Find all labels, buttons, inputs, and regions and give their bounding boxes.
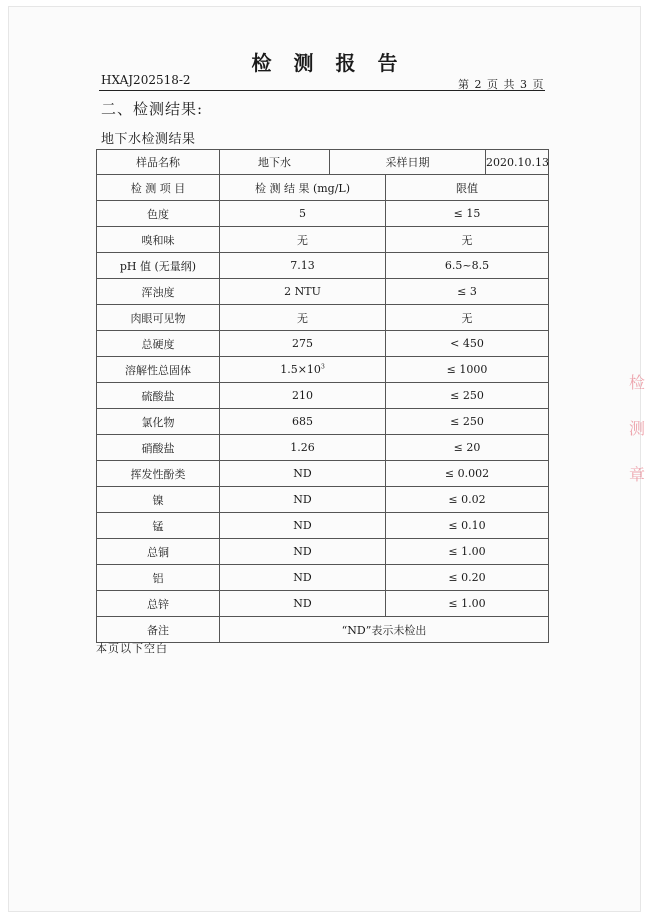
column-header-limit: 限值	[386, 175, 549, 201]
table-row	[97, 279, 549, 305]
table-title: 地下水检测结果	[101, 132, 196, 147]
section-heading: 二、检测结果:	[101, 100, 204, 118]
row-item: 锰	[97, 513, 220, 539]
row-result: 无	[220, 227, 386, 253]
row-limit: ≤ 250	[386, 383, 549, 409]
row-item: 肉眼可见物	[97, 305, 220, 331]
row-limit: ≤ 0.02	[386, 487, 549, 513]
row-result: ND	[220, 565, 386, 591]
row-item: 色度	[97, 201, 220, 227]
sampling-date-label: 采样日期	[330, 150, 486, 175]
table-row	[97, 383, 549, 409]
row-item: 总锌	[97, 591, 220, 617]
row-limit: ≤ 1000	[386, 357, 549, 383]
column-header-item: 检 测 项 目	[97, 175, 220, 201]
table-row	[97, 435, 549, 461]
row-item: 浑浊度	[97, 279, 220, 305]
red-seal-stamp: 检 测 章	[628, 373, 645, 484]
row-item: 溶解性总固体	[97, 357, 220, 383]
report-title: 检测报告	[251, 51, 420, 75]
remark-text: “ND”表示未检出	[220, 617, 549, 643]
table-row	[97, 357, 549, 383]
row-item: 硫酸盐	[97, 383, 220, 409]
row-limit: ≤ 3	[386, 279, 549, 305]
row-item: 铝	[97, 565, 220, 591]
row-result: 275	[220, 331, 386, 357]
meta-row	[97, 150, 549, 175]
sample-name-label: 样品名称	[97, 150, 220, 175]
row-item: 总硬度	[97, 331, 220, 357]
sampling-date-value: 2020.10.13	[486, 150, 549, 175]
table-row	[97, 565, 549, 591]
row-result: ND	[220, 591, 386, 617]
remark-label: 备注	[97, 617, 220, 643]
row-result: ND	[220, 539, 386, 565]
row-limit: ≤ 20	[386, 435, 549, 461]
row-item: 挥发性酚类	[97, 461, 220, 487]
row-limit: 6.5~8.5	[386, 253, 549, 279]
result-base: 1.5×10	[280, 363, 321, 376]
remark-row	[97, 617, 549, 643]
row-result: ND	[220, 461, 386, 487]
row-limit: ≤ 1.00	[386, 539, 549, 565]
table-row	[97, 539, 549, 565]
row-result: 7.13	[220, 253, 386, 279]
row-item: 嗅和味	[97, 227, 220, 253]
row-result: ND	[220, 487, 386, 513]
document-number: HXAJ202518-2	[101, 73, 191, 87]
row-result	[220, 357, 386, 383]
table-row	[97, 409, 549, 435]
table-row	[97, 201, 549, 227]
row-limit: ≤ 0.002	[386, 461, 549, 487]
table-row	[97, 513, 549, 539]
blank-page-note: 本页以下空白	[96, 642, 168, 655]
sample-name-value: 地下水	[220, 150, 330, 175]
row-result: 5	[220, 201, 386, 227]
row-result: 210	[220, 383, 386, 409]
row-item: 氯化物	[97, 409, 220, 435]
table-row	[97, 305, 549, 331]
row-limit: ≤ 0.20	[386, 565, 549, 591]
row-item: 硝酸盐	[97, 435, 220, 461]
row-limit: < 450	[386, 331, 549, 357]
row-result: 1.26	[220, 435, 386, 461]
row-item: 总铜	[97, 539, 220, 565]
header-row	[97, 175, 549, 201]
table-row	[97, 227, 549, 253]
row-limit: 无	[386, 305, 549, 331]
row-limit: ≤ 250	[386, 409, 549, 435]
row-limit: 无	[386, 227, 549, 253]
row-item: 镍	[97, 487, 220, 513]
table-row	[97, 591, 549, 617]
table-row	[97, 487, 549, 513]
row-limit: ≤ 1.00	[386, 591, 549, 617]
row-result: 2 NTU	[220, 279, 386, 305]
column-header-result: 检 测 结 果 (mg/L)	[220, 175, 386, 201]
header-divider	[99, 90, 545, 91]
page-info: 第 2 页 共 3 页	[458, 78, 545, 91]
row-limit: ≤ 0.10	[386, 513, 549, 539]
row-item: pH 值 (无量纲)	[97, 253, 220, 279]
table-row	[97, 253, 549, 279]
table-row	[97, 461, 549, 487]
row-result: ND	[220, 513, 386, 539]
row-result: 无	[220, 305, 386, 331]
results-table	[96, 149, 549, 643]
result-exponent: 3	[320, 363, 325, 371]
table-row	[97, 331, 549, 357]
row-limit: ≤ 15	[386, 201, 549, 227]
row-result: 685	[220, 409, 386, 435]
